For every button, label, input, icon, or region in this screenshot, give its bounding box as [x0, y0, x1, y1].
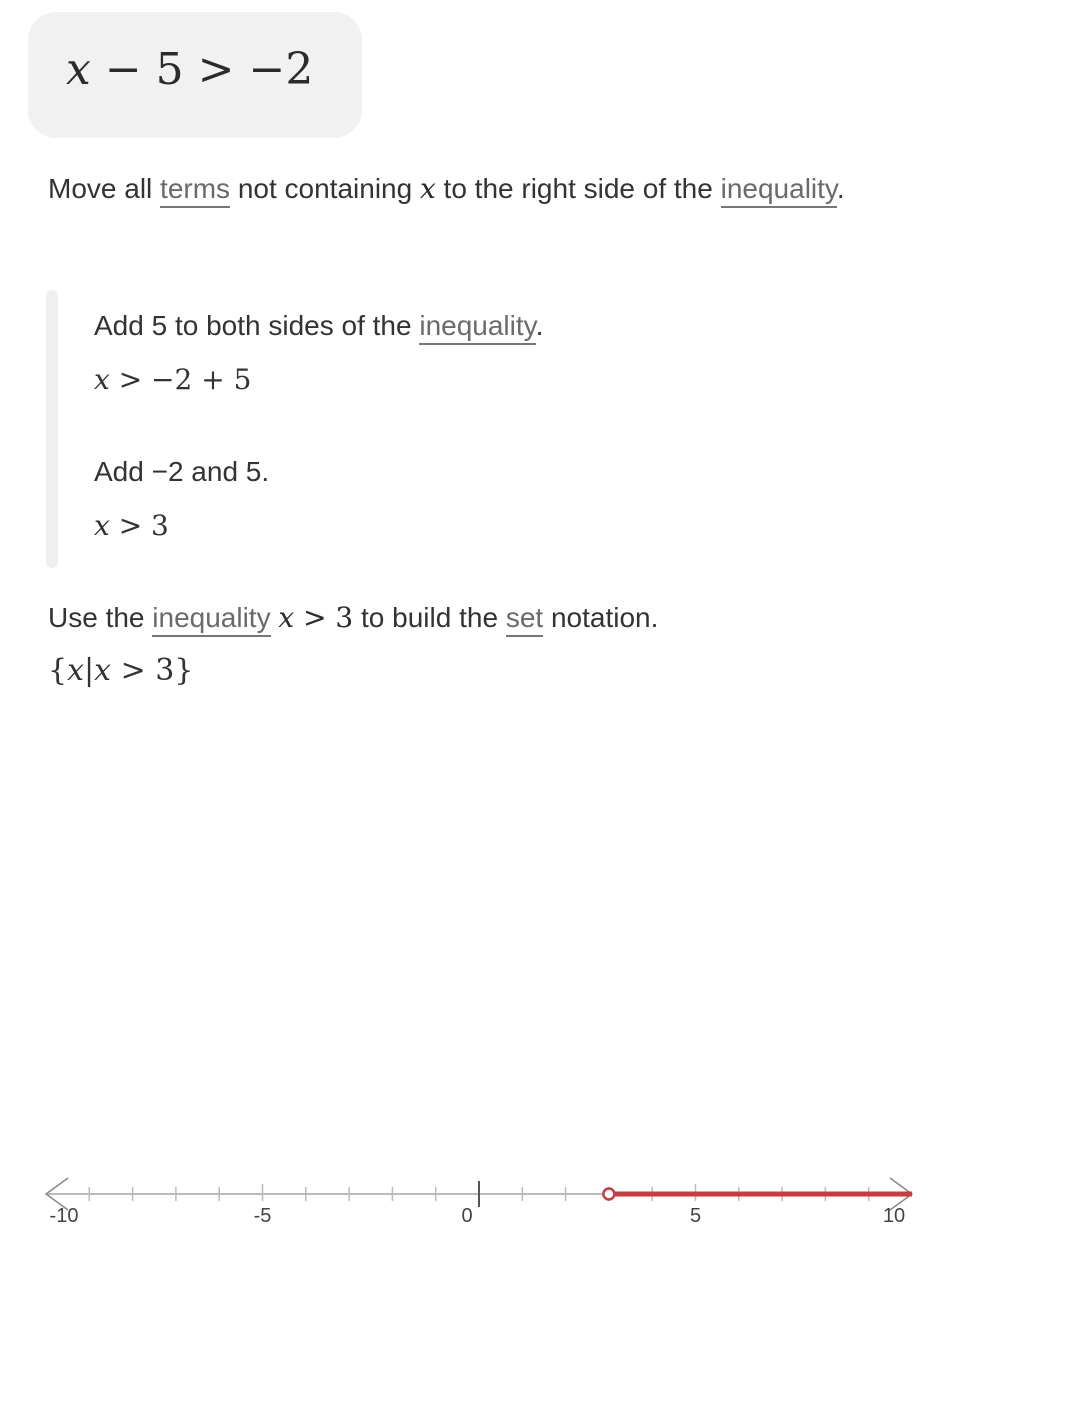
set-link[interactable]: set: [506, 602, 543, 637]
tick-label: -10: [49, 1205, 79, 1227]
math-rest: > 3: [109, 509, 169, 542]
substep-add-5-math: [94, 363, 252, 396]
tick-label: 10: [882, 1205, 906, 1227]
set-notation-result: [48, 653, 194, 688]
step-text: Move all: [48, 173, 161, 204]
set-variable: x: [67, 653, 85, 688]
tick-label: -5: [253, 1205, 272, 1227]
substep-result-math: [94, 509, 169, 542]
substep-add-5: [94, 312, 543, 340]
inequality-link-2[interactable]: inequality: [152, 602, 270, 637]
math-rest: > −2 + 5: [109, 363, 252, 396]
number-line-graph: [0, 1150, 1080, 1240]
substep-text: .: [535, 310, 544, 341]
math-variable: x: [94, 509, 110, 542]
problem-rest: − 5 > −2: [90, 44, 314, 95]
problem-expression: [66, 44, 314, 95]
tick-label: 0: [461, 1205, 473, 1227]
problem-variable: x: [66, 44, 91, 95]
substeps-bar: [46, 290, 58, 568]
set-variable: x: [94, 653, 112, 688]
set-brace: {: [48, 653, 68, 688]
step-text: to the right side of the: [435, 173, 721, 204]
math-variable: x: [94, 363, 110, 396]
variable-x: x: [419, 172, 436, 205]
tick-label: 5: [689, 1205, 702, 1227]
terms-link[interactable]: terms: [160, 173, 230, 208]
step-text: notation.: [543, 602, 659, 633]
substep-add-text: Add −2 and 5.: [94, 456, 270, 487]
math-variable: x: [278, 601, 295, 634]
inequality-link-substep[interactable]: inequality: [419, 310, 535, 345]
math-rest: > 3: [294, 601, 354, 634]
step-move-terms: [48, 172, 845, 205]
step-set-notation: [48, 601, 659, 634]
inequality-link[interactable]: inequality: [721, 173, 837, 208]
set-bar: |: [84, 653, 95, 688]
step-text: not containing: [230, 173, 420, 204]
step-text: .: [836, 173, 845, 204]
step-text: to build the: [353, 602, 506, 633]
open-point: [603, 1189, 614, 1200]
set-rest: > 3}: [111, 653, 194, 688]
step-text: Use the: [48, 602, 153, 633]
substep-text: Add 5 to both sides of the: [94, 310, 420, 341]
